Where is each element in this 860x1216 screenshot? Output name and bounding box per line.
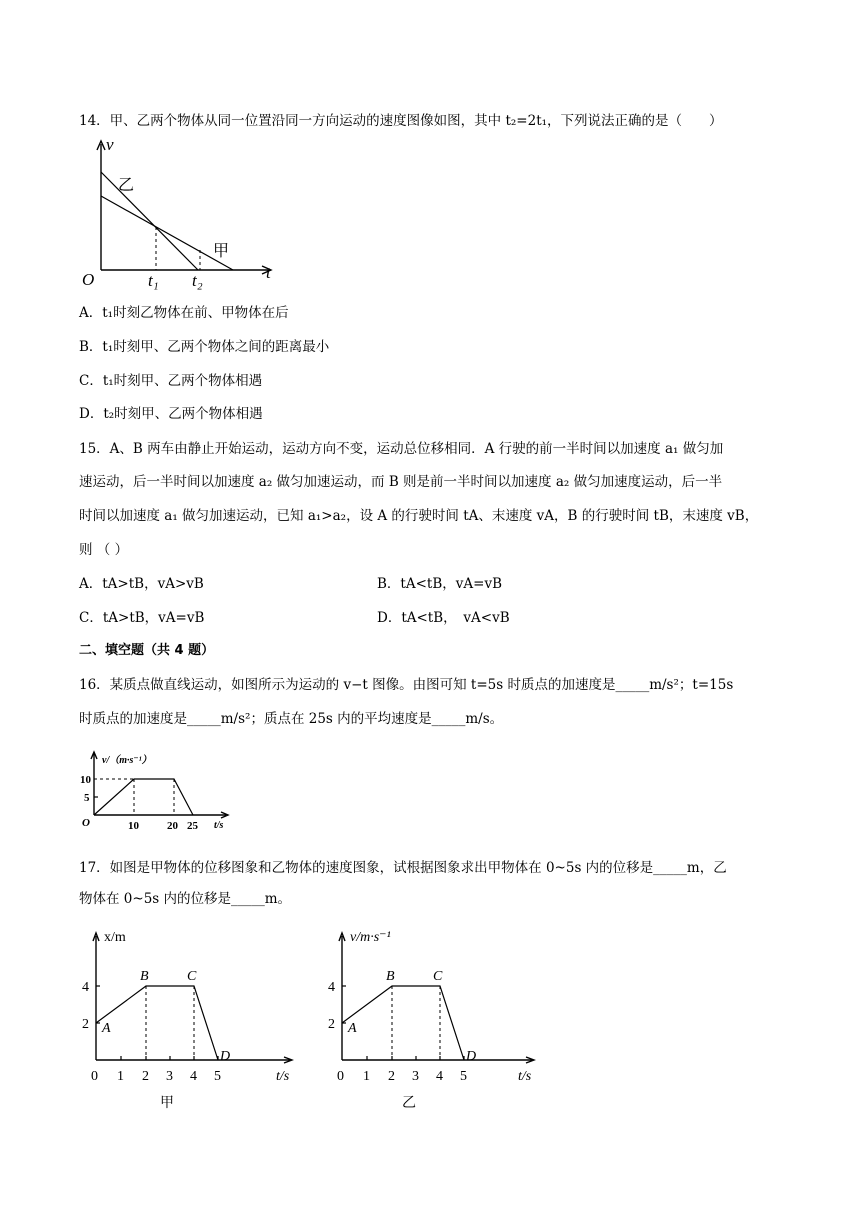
q14-y-label: v [106,135,114,154]
q14-line-yi-label: 乙 [118,177,135,194]
q15-option-a: A．tA>tB，vA>vB [79,576,204,592]
q17b-xtick-1: 1 [363,1069,370,1084]
q17a-ytick-4: 4 [82,980,89,995]
q17a-xtick-0: 0 [91,1069,98,1084]
q15-line-3: 时间以加速度 a₁ 做匀加速运动，已知 a₁>a₂，设 A 的行驶时间 tA、末速度 vA，B 的行驶时间 tB，末速度 vB， [79,508,759,524]
q17b-line [342,986,464,1060]
q14-line-yi [101,172,198,270]
q17-line-2: 物体在 0~5s 内的位移是_____m。 [79,891,292,907]
q14-line-jia-label: 甲 [213,243,230,260]
q17b-y-label: v/m·s⁻¹ [350,930,391,945]
q17b-caption: 乙 [402,1096,416,1111]
q15-option-c: C．tA>tB，vA=vB [79,610,205,626]
q16-line-1: 16．某质点做直线运动，如图所示为运动的 v−t 图像。由图可知 t=5s 时质点的加速度是_____m/s²；t=15s [79,677,734,693]
q14-figure [80,135,280,290]
q15-line-4: 则 （ ） [79,542,129,558]
q17a-point-d: D [220,1049,231,1064]
q17b-xtick-3: 3 [412,1069,419,1084]
q17a-xtick-5: 5 [214,1069,221,1084]
q17a-xtick-1: 1 [117,1069,124,1084]
q17b-ytick-2: 2 [328,1017,335,1032]
q17b-xtick-4: 4 [436,1069,443,1084]
q16-y-label: v/（m·s⁻¹） [102,755,152,766]
q14-origin-label: O [82,270,95,289]
q17b-point-b: B [386,969,395,984]
q17b-point-c: C [433,969,443,984]
q16-origin-label: O [82,817,90,829]
q17a-point-b: B [140,969,149,984]
q17-graph-yi [326,926,546,1116]
q14-t1-label: t₁ [148,271,159,290]
q17b-point-a: A [348,1021,357,1036]
q17-line-1: 17．如图是甲物体的位移图象和乙物体的速度图象，试根据图象求出甲物体在 0~5s 内的位移是_____m，乙 [79,860,727,876]
q17a-caption: 甲 [160,1096,174,1111]
q17a-x-ticks [96,986,218,1060]
q15-line-1: 15．A、B 两车由静止开始运动，运动方向不变，运动总位移相同．A 行驶的前一半时间以加速度 a₁ 做匀加 [79,441,724,457]
q17b-xtick-5: 5 [460,1069,467,1084]
q17-graph-jia [80,926,300,1116]
q17b-ytick-4: 4 [328,980,335,995]
q14-t2-label: t₂ [192,271,203,290]
q17b-xtick-0: 0 [337,1069,344,1084]
q15-line-2: 速运动，后一半时间以加速度 a₂ 做匀加速运动，而 B 则是前一半时间以加速度 a₂ 做匀加速度运动，后一半 [79,474,723,490]
q17b-x-label: t/s [518,1069,532,1084]
q17a-ytick-2: 2 [82,1017,89,1032]
q15-option-b: B．tA<tB，vA=vB [377,576,502,592]
q17a-y-label: x/m [104,930,126,945]
q17a-xtick-3: 3 [166,1069,173,1084]
q17b-point-d: D [466,1049,477,1064]
q17a-x-label: t/s [276,1069,290,1084]
section-title: 二、填空题（共 4 题） [79,643,215,658]
q16-x-label: t/s [214,820,224,831]
q14-option-b: B．t₁时刻甲、乙两个物体之间的距离最小 [79,339,330,355]
q14-stem: 14．甲、乙两个物体从同一位置沿同一方向运动的速度图像如图，其中 t₂=2t₁，下列说法正确的是（ ） [79,113,723,129]
q17a-point-c: C [187,969,197,984]
q14-option-c: C．t₁时刻甲、乙两个物体相遇 [79,373,263,389]
q14-x-label: t [266,263,271,282]
q16-vt-line [94,779,193,815]
q16-line-2: 时质点的加速度是_____m/s²；质点在 25s 内的平均速度是_____m/s。 [79,711,504,727]
q16-ytick-10: 10 [80,774,91,786]
q16-figure [78,748,238,834]
q16-xtick-25: 25 [187,820,198,832]
q17a-point-a: A [102,1021,111,1036]
q17a-xtick-4: 4 [190,1069,197,1084]
q16-xtick-10: 10 [128,820,139,832]
q17b-xtick-2: 2 [388,1069,395,1084]
q14-option-d: D．t₂时刻甲、乙两个物体相遇 [79,406,263,422]
q16-ytick-5: 5 [84,792,90,804]
q17a-xtick-2: 2 [142,1069,149,1084]
q17b-x-ticks [342,986,464,1060]
q17a-line [96,986,218,1060]
q14-option-a: A．t₁时刻乙物体在前、甲物体在后 [79,305,289,321]
q16-xtick-20: 20 [167,820,178,832]
q15-option-d: D．tA<tB， vA<vB [377,610,510,626]
